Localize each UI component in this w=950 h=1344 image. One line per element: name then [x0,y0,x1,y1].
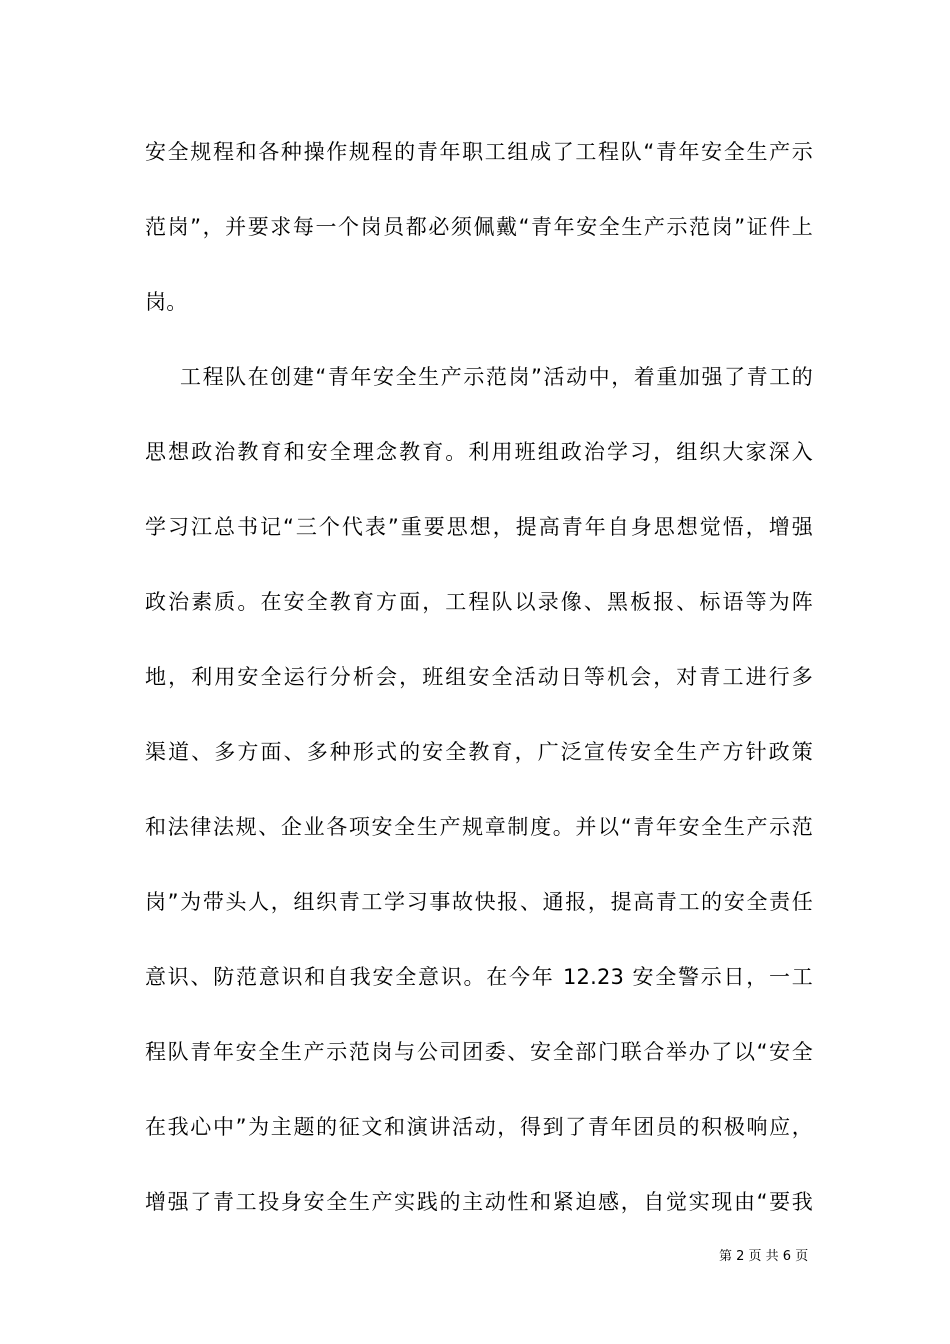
text-line: 思想政治教育和安全理念教育。利用班组政治学习，组织大家深入 [145,440,813,464]
text-line: 在我心中”为主题的征文和演讲活动，得到了青年团员的积极响应， [145,1115,813,1139]
text-line: 岗。 [145,290,188,314]
text-line: 学习江总书记“三个代表”重要思想，提高青年自身思想觉悟，增强 [145,515,813,539]
text-line: 范岗”，并要求每一个岗员都必须佩戴“青年安全生产示范岗”证件上 [145,215,813,239]
text-line: 地，利用安全运行分析会，班组安全活动日等机会，对青工进行多 [145,665,813,689]
text-line: 和法律法规、企业各项安全生产规章制度。并以“青年安全生产示范 [145,815,813,839]
text-line: 渠道、多方面、多种形式的安全教育，广泛宣传安全生产方针政策 [145,740,813,764]
text-line: 政治素质。在安全教育方面，工程队以录像、黑板报、标语等为阵 [145,590,813,614]
text-line: 意识、防范意识和自我安全意识。在今年 12.23 安全警示日，一工 [145,965,813,989]
text-line: 程队青年安全生产示范岗与公司团委、安全部门联合举办了以“安全 [145,1040,813,1064]
page-number-footer: 第 2 页 共 6 页 [719,1249,809,1264]
text-line: 岗”为带头人，组织青工学习事故快报、通报，提高青工的安全责任 [145,890,813,914]
text-line: 安全规程和各种操作规程的青年职工组成了工程队“青年安全生产示 [145,140,813,164]
body-text [145,132,813,1257]
paragraph-first-line: 工程队在创建“青年安全生产示范岗”活动中，着重加强了青工的 [180,365,813,389]
text-line: 增强了青工投身安全生产实践的主动性和紧迫感，自觉实现由“要我 [145,1190,813,1214]
